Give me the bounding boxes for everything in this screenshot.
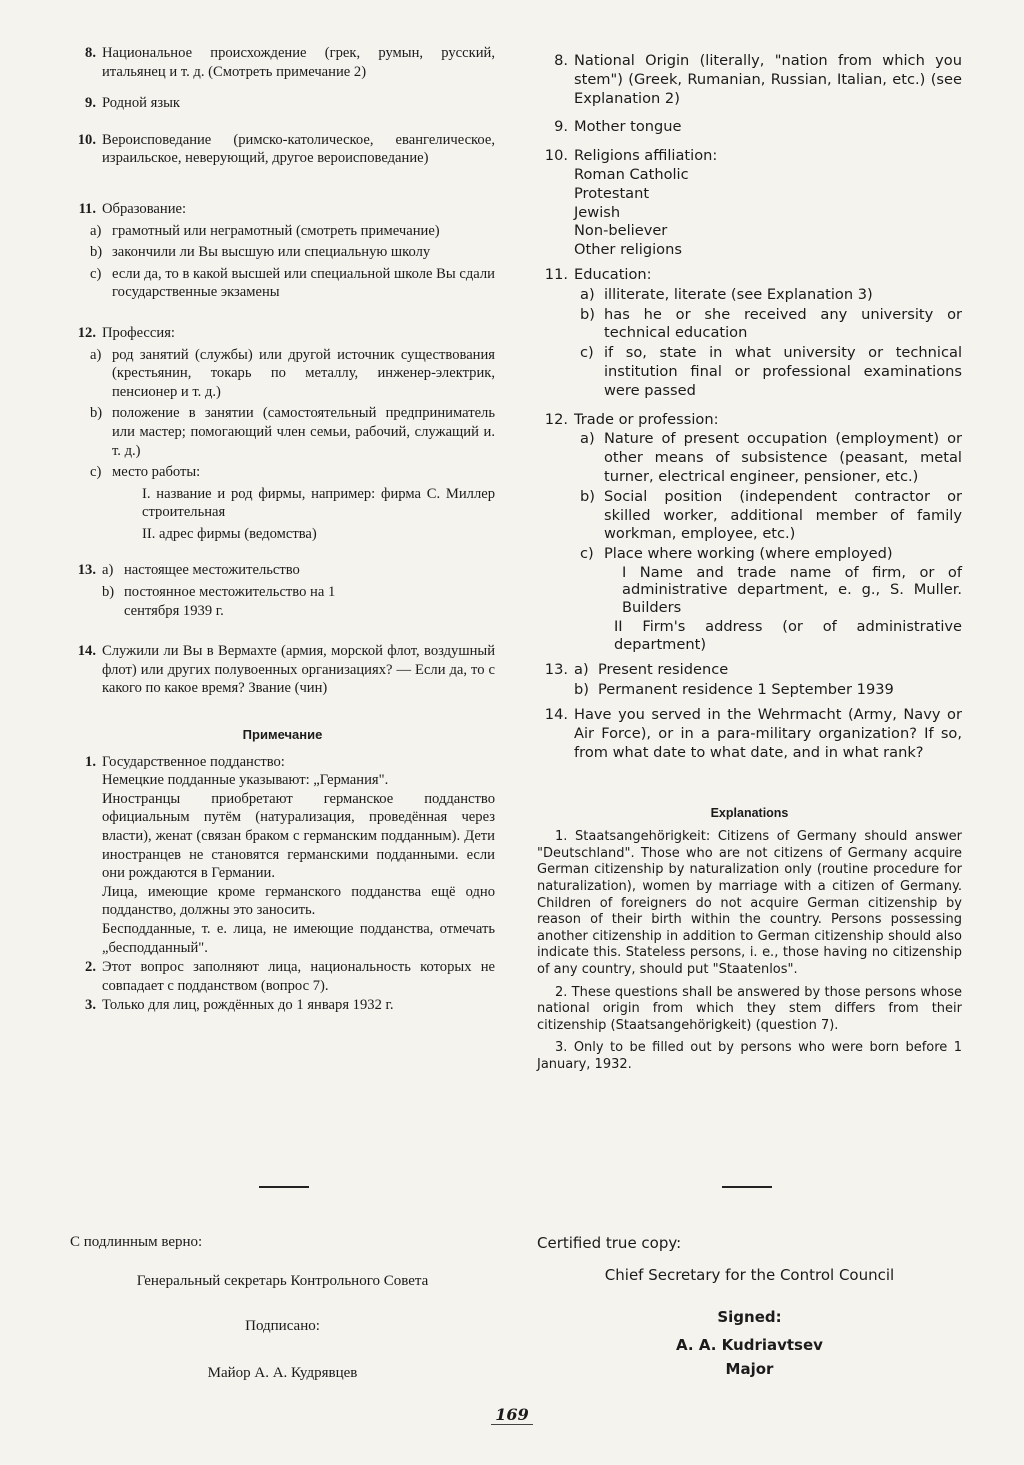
sub-text: illiterate, literate (see Explanation 3)	[604, 285, 873, 303]
en-question-14	[537, 706, 962, 762]
roman-item: I. название и род фирмы, например: фирма С. Миллер строительная	[142, 485, 495, 521]
sub-item	[102, 583, 495, 620]
sub-letter: c)	[580, 545, 594, 563]
religion-option: Roman Catholic	[574, 165, 689, 183]
question-text: Национальное происхождение (грек, румын, русский, итальянец и т. д. (Смотреть примечание 2)	[102, 45, 495, 80]
question-number: 13.	[77, 562, 96, 579]
sub-text: место работы:	[112, 464, 201, 481]
sub-text: Present residence	[598, 661, 729, 679]
religion-option: Jewish	[574, 203, 621, 221]
sub-letter: a)	[580, 430, 595, 448]
question-number: 10.	[544, 147, 568, 165]
sub-letter: a)	[90, 222, 102, 239]
note-number: 2.	[85, 959, 96, 976]
sub-letter: b)	[580, 305, 595, 323]
question-title: Профессия:	[102, 324, 175, 341]
note-line: Иностранцы приобретают германское подданство официальным путём (натурализация, проведённая через власти), женат (связан браком с германским подданным). Дети иностранцев не становятся германскими подданными. если они рождаются в Германии.	[102, 790, 495, 882]
question-number: 14.	[544, 706, 568, 724]
sub-item	[90, 265, 495, 302]
sub-text: постоянное местожительство на 1 сентября 1939 г.	[124, 584, 336, 619]
sub-item	[90, 404, 495, 460]
note-line: Государственное подданство:	[102, 753, 285, 770]
sub-item	[574, 661, 962, 680]
note-line: Немецкие подданные указывают: „Германия".	[102, 772, 389, 789]
note-line: Только для лиц, рождённых до 1 января 1932 г.	[102, 997, 394, 1014]
ru-question-8	[70, 44, 495, 81]
sub-letter: b)	[90, 244, 103, 261]
signed-label: Signed:	[717, 1308, 782, 1326]
note-item	[70, 996, 495, 1015]
sub-item	[90, 222, 495, 241]
sub-item	[574, 545, 962, 564]
sub-letter: a)	[102, 562, 114, 579]
signed-label: Подписано:	[245, 1318, 320, 1334]
signer-name: A. A. Kudriavtsev	[676, 1336, 823, 1354]
note-line: Бесподданные, т. е. лица, не имеющие подданства, отмечать „бесподданный".	[102, 920, 495, 956]
sub-letter: c)	[580, 344, 594, 362]
note-line: Этот вопрос заполняют лица, национальность которых не совпадает с подданством (вопрос 7).	[102, 959, 495, 994]
religion-option: Non-believer	[574, 222, 668, 240]
explanations-title: Explanations	[710, 806, 789, 821]
note-item	[70, 958, 495, 995]
roman-item: II. адрес фирмы (ведомства)	[142, 525, 317, 542]
sub-text: Permanent residence 1 September 1939	[598, 681, 894, 699]
question-number: 9.	[85, 95, 96, 112]
certified-copy-label: Certified true copy:	[537, 1234, 682, 1252]
roman-item: I Name and trade name of firm, or of administrative department, e. g., S. Muller. Builders	[622, 563, 962, 616]
en-question-11	[537, 266, 962, 401]
religion-option: Other religions	[574, 241, 682, 259]
sub-text: положение в занятии (самостоятельный предприниматель или мастер; помогающий член семьи, рабочий, служащий и. т. д.)	[112, 405, 495, 459]
note-line: Лица, имеющие кроме германского подданства ещё одно подданство, должны это заносить.	[102, 883, 495, 919]
chief-secretary-title: Генеральный секретарь Контрольного Совета	[136, 1273, 429, 1289]
roman-item: II Firm's address (or of administrative department)	[614, 618, 962, 653]
note-number: 3.	[85, 997, 96, 1014]
sub-item	[90, 346, 495, 402]
explanation-paragraph: 1. Staatsangehörigkeit: Citizens of Germany should answer "Deutschland". Those who are not citizens of Germany acquire German citizenship by naturalization only (routine procedure for naturalization), women by marriage with a citizen of Germany. Children of foreigners do not acquire German citizenship by reason of their birth within the country. Persons possessing another citizenship in addition to German citizenship should also indicate this. Stateless persons, i. e., those having no citizenship of any country, should put "Staatenlos".	[537, 829, 962, 977]
question-number: 11.	[78, 200, 96, 217]
question-text: Служили ли Вы в Вермахте (армия, морской флот, воздушный флот) или других полувоенных организациях? — Если да, то с какого по какое время? Звание (чин)	[102, 643, 495, 697]
ru-question-14	[70, 642, 495, 698]
note-item	[70, 753, 495, 958]
divider-rule-right	[722, 1186, 772, 1188]
question-number: 12.	[544, 410, 568, 428]
note-number: 1.	[85, 753, 96, 770]
sub-letter: b)	[90, 405, 103, 422]
sub-item	[574, 306, 962, 344]
page-number	[0, 1405, 1024, 1424]
notes-title: Примечание	[242, 727, 323, 743]
page-number-text: 169	[491, 1405, 532, 1425]
question-number: 13.	[544, 661, 568, 679]
sub-text: если да, то в какой высшей или специальной школе Вы сдали государственные экзамены	[112, 265, 495, 301]
question-title: Образование:	[102, 200, 187, 217]
signer-name: Майор А. А. Кудрявцев	[207, 1365, 358, 1381]
sub-letter: a)	[580, 285, 595, 303]
explanation-paragraph: 3. Only to be filled out by persons who were born before 1 January, 1932.	[537, 1040, 962, 1072]
sub-text: Nature of present occupation (employment) or other means of subsistence (peasant, metal turner, electrical engineer, pensioner, etc.)	[604, 430, 962, 485]
sub-text: грамотный или неграмотный (смотреть примечание)	[112, 222, 440, 239]
sub-text: Social position (independent contractor or skilled worker, additional member of family workman, employee, etc.)	[604, 487, 962, 543]
sub-item	[90, 463, 495, 482]
sub-text: закончили ли Вы высшую или специальную школу	[112, 244, 431, 261]
question-number: 14.	[77, 643, 96, 660]
question-number: 9.	[554, 118, 568, 136]
sub-letter: a)	[90, 346, 102, 363]
en-question-12	[537, 411, 962, 654]
question-number: 11.	[544, 265, 568, 283]
question-number: 8.	[554, 52, 568, 69]
sub-text: Place where working (where employed)	[604, 545, 893, 563]
russian-footer	[70, 1234, 495, 1382]
explanation-paragraph: 2. These questions shall be answered by those persons whose national origin from which they stem differs from their citizenship (Staatsangehörigkeit) (question 7).	[537, 984, 962, 1033]
en-question-10	[537, 147, 962, 260]
sub-item	[102, 561, 495, 580]
en-question-13	[537, 661, 962, 700]
sub-letter: b)	[580, 487, 595, 505]
sub-item	[574, 286, 962, 305]
question-number: 12.	[77, 324, 96, 341]
english-column	[537, 52, 962, 1080]
sub-text: настоящее местожительство	[124, 562, 300, 579]
question-text: Have you served in the Wehrmacht (Army, Navy or Air Force), or in a para-military organization? If so, from what date to what date, and in what rank?	[574, 706, 962, 761]
certified-copy-label: С подлинным верно:	[70, 1234, 203, 1250]
ru-question-13	[70, 561, 495, 620]
sub-letter: c)	[90, 265, 102, 282]
sub-item	[574, 681, 962, 700]
english-footer	[537, 1234, 962, 1378]
sub-letter: c)	[90, 464, 102, 481]
sub-text: has he or she received any university or technical education	[604, 305, 962, 342]
sub-letter: b)	[574, 681, 589, 699]
russian-column	[70, 44, 495, 1016]
sub-item	[574, 430, 962, 486]
question-text: Mother tongue	[574, 118, 682, 136]
divider-rule-left	[259, 1186, 309, 1188]
en-question-8	[537, 52, 962, 108]
ru-question-10	[70, 131, 495, 168]
question-text: Вероисповедание (римско-католическое, евангелическое, израильское, неверующий, другое вероисповедание)	[102, 131, 495, 167]
sub-item	[574, 344, 962, 400]
sub-text: if so, state in what university or technical institution final or professional examinations were passed	[604, 344, 962, 399]
en-question-9	[537, 118, 962, 137]
chief-secretary-title: Chief Secretary for the Control Council	[604, 1266, 895, 1284]
question-title: Trade or profession:	[574, 410, 719, 428]
sub-text: род занятий (службы) или другой источник существования (крестьянин, токарь по металлу, инженер-электрик, пенсионер и т. д.)	[112, 346, 495, 400]
religion-option: Protestant	[574, 184, 650, 202]
question-text: Родной язык	[102, 95, 180, 112]
ru-question-11	[70, 200, 495, 302]
signer-rank: Major	[725, 1360, 774, 1378]
sub-item	[90, 243, 495, 262]
sub-letter: a)	[574, 661, 589, 679]
ru-question-12	[70, 324, 495, 544]
question-number: 8.	[85, 45, 96, 61]
question-number: 10.	[77, 131, 96, 148]
question-title: Religions affiliation:	[574, 147, 718, 165]
sub-letter: b)	[102, 584, 115, 601]
sub-item	[574, 488, 962, 544]
ru-question-9	[70, 94, 495, 113]
question-title: Education:	[574, 265, 652, 283]
question-text: National Origin (literally, "nation from which you stem") (Greek, Rumanian, Russian, Italian, etc.) (see Explanation 2)	[574, 52, 962, 107]
